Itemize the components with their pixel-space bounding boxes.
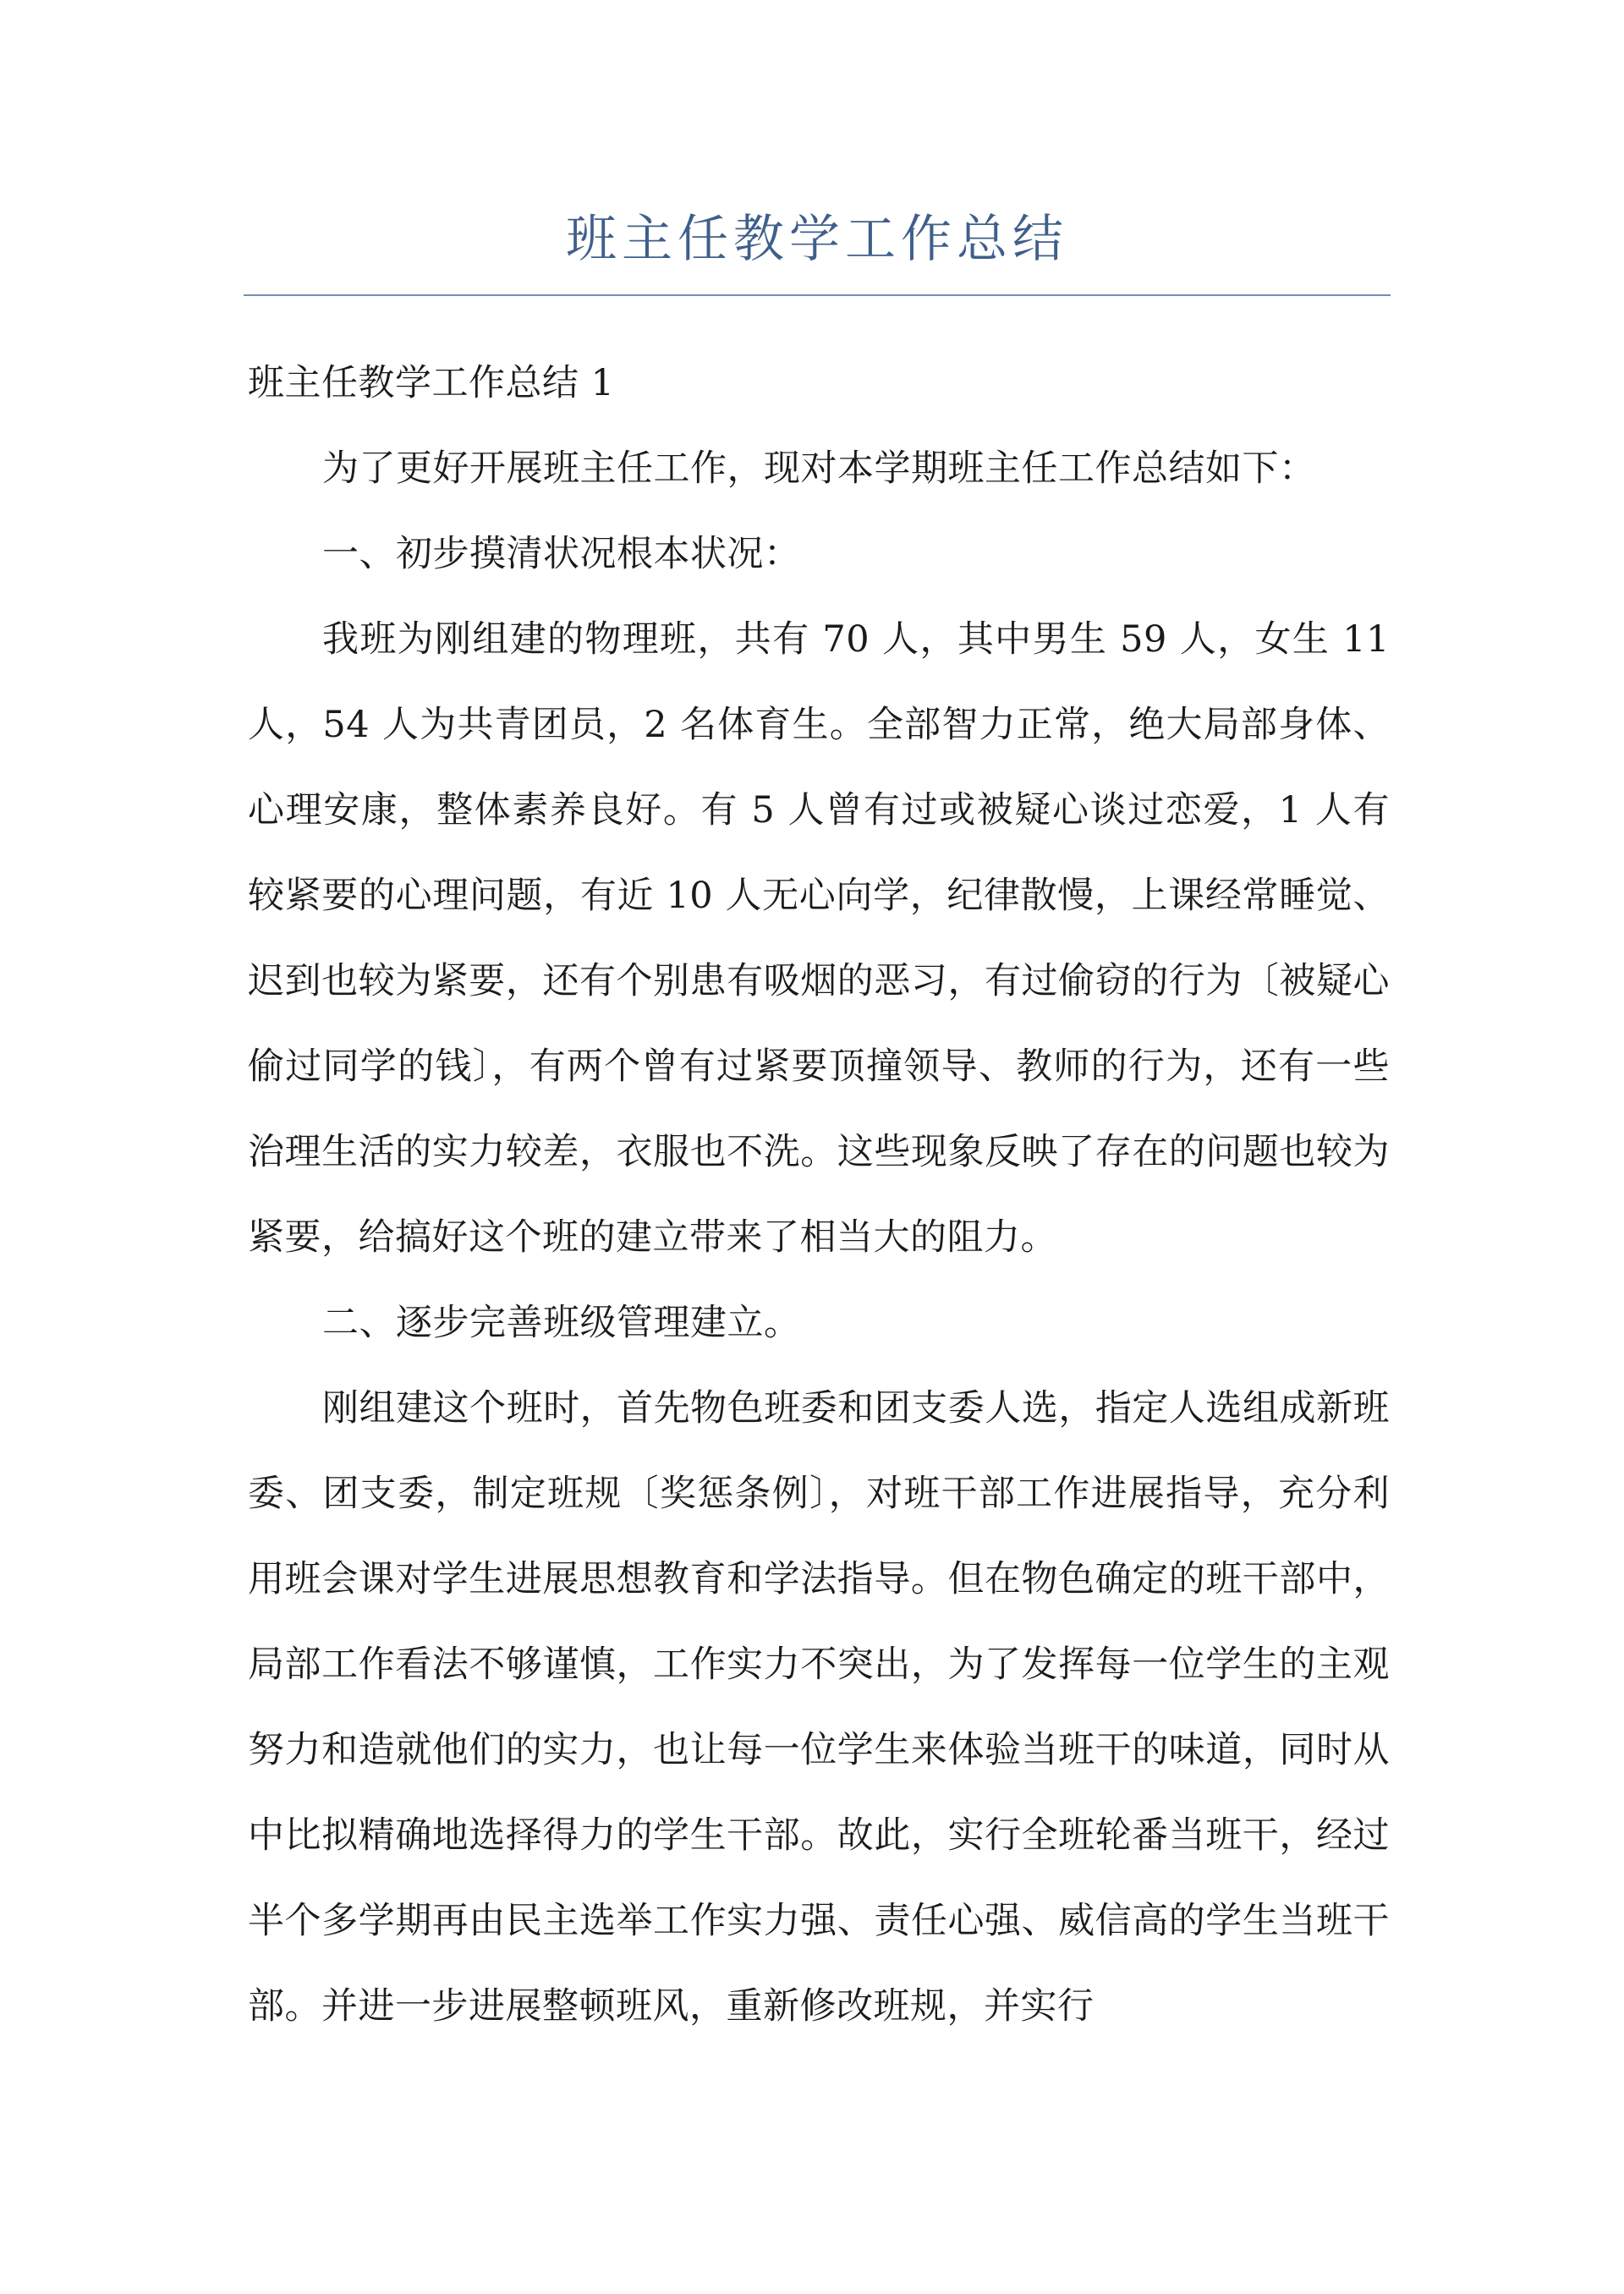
document-title: 班主任教学工作总结 bbox=[566, 210, 1068, 269]
paragraph-class-management: 刚组建这个班时，首先物色班委和团支委人选，指定人选组成新班委、团支委，制定班规〔奖惩条例〕，对班干部工作进展指导，充分利用班会课对学生进展思想教育和学法指导。但在物色确定的班干部中，局部工作看法不够谨慎，工作实力不突出，为了发挥每一位学生的主观努力和造就他们的实力，也让每一位学生来体验当班干的味道，同时从中比拟精确地选择得力的学生干部。故此，实行全班轮番当班干，经过半个多学期再由民主选举工作实力强、责任心强、威信高的学生当班干部。并进一步进展整顿班风，重新修改班规，并实行 bbox=[248, 1387, 1390, 2028]
paragraph-subheading-2: 二、逐步完善班级管理建立。 bbox=[322, 1302, 801, 1344]
paragraph-subheading-1: 一、初步摸清状况根本状况： bbox=[322, 533, 801, 575]
title-divider bbox=[244, 294, 1391, 296]
paragraph-intro: 为了更好开展班主任工作，现对本学期班主任工作总结如下： bbox=[322, 447, 1316, 490]
paragraph-class-situation: 我班为刚组建的物理班，共有 70 人，其中男生 59 人，女生 11 人，54 人为共青团员，2 名体育生。全部智力正常，绝大局部身体、心理安康，整体素养良好。有 5 人曾有过或被疑心谈过恋爱，1 人有较紧要的心理问题，有近 10 人无心向学，纪律散慢，上课经常睡觉、迟到也较为紧要，还有个别患有吸烟的恶习，有过偷窃的行为〔被疑心偷过同学的钱〕，有两个曾有过紧要顶撞领导、教师的行为，还有一些治理生活的实力较差，衣服也不洗。这些现象反映了存在的问题也较为紧要，给搞好这个班的建立带来了相当大的阻力。 bbox=[248, 618, 1390, 1259]
document-body bbox=[248, 341, 1390, 2050]
section-heading: 班主任教学工作总结 1 bbox=[248, 362, 615, 404]
